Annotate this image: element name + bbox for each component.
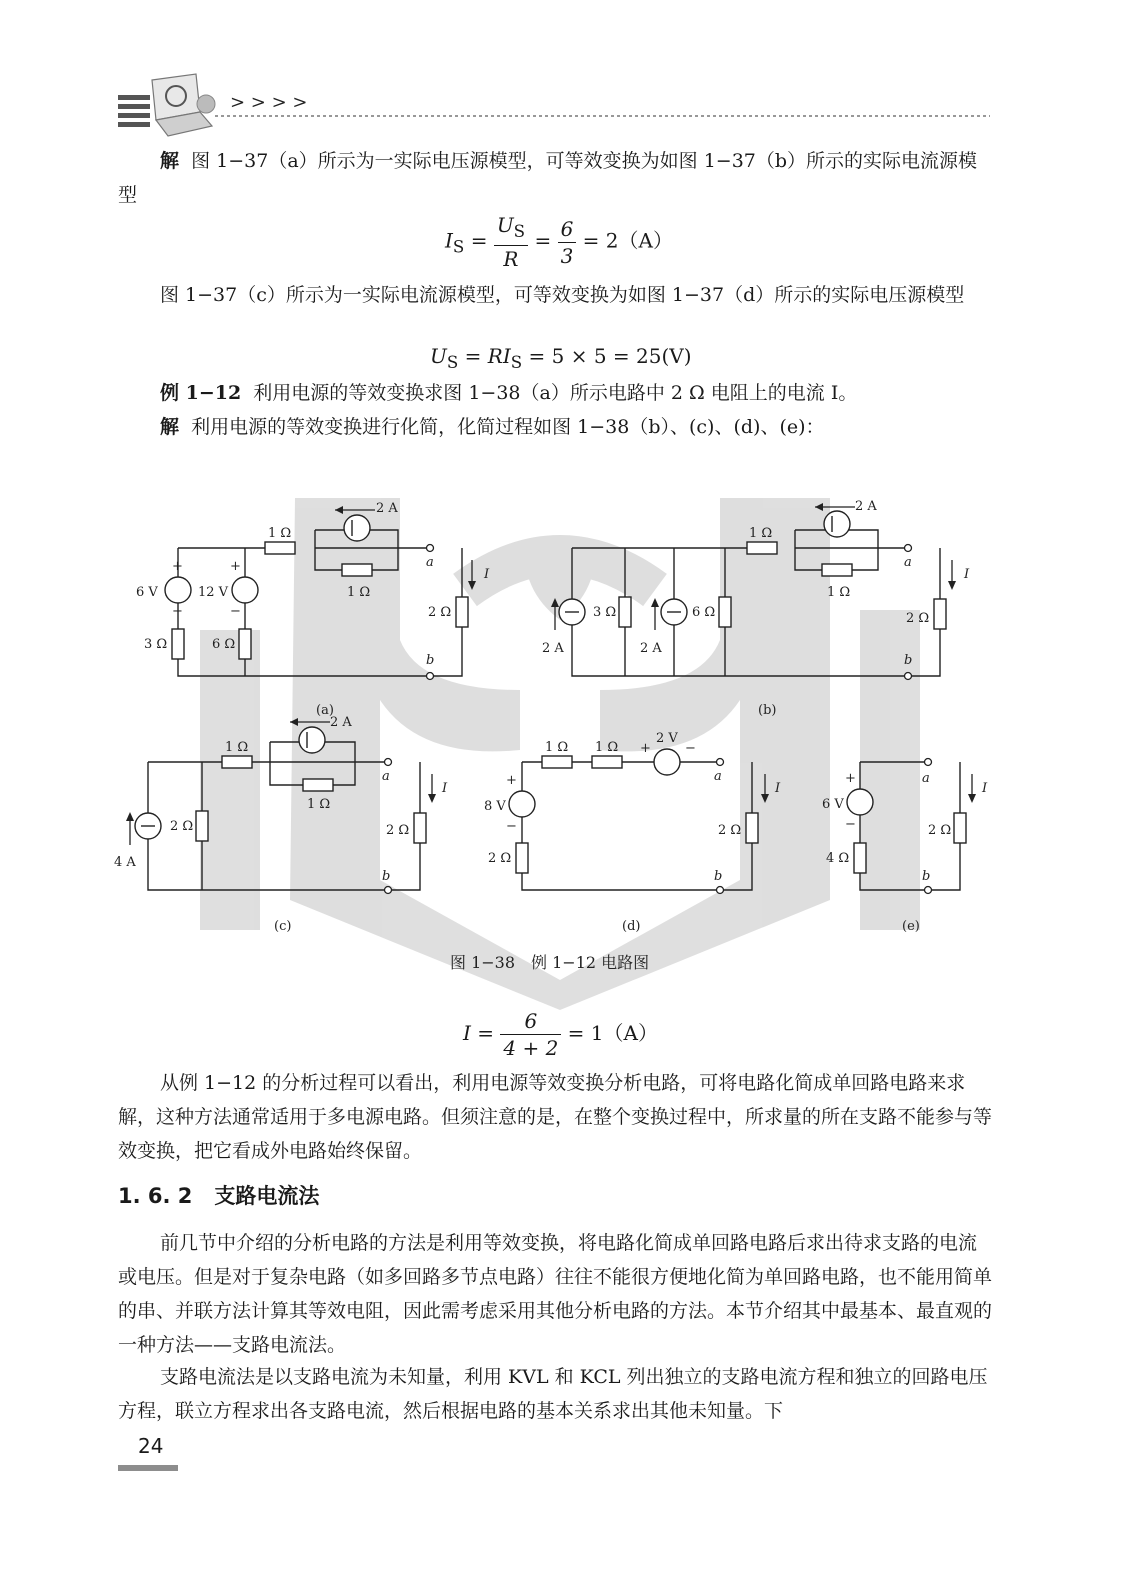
svg-text:+: +: [172, 559, 183, 574]
page-number: 24: [138, 1434, 164, 1458]
equation-i: I = $\frac{6}{4 + 2}$ = 1（A）: [463, 1009, 658, 1060]
svg-text:b: b: [904, 653, 913, 668]
svg-text:1 Ω: 1 Ω: [749, 526, 773, 541]
solution-lead: 解: [160, 150, 180, 172]
header-arrows: > > > >: [230, 92, 308, 113]
section-title: 支路电流法: [214, 1184, 320, 1208]
svg-text:6 V: 6 V: [822, 797, 844, 812]
svg-text:2 Ω: 2 Ω: [386, 823, 410, 838]
paragraph-3: 从例 1−12 的分析过程可以看出，利用电源等效变换分析电路，可将电路化简成单回路电路来求解，这种方法通常适用于多电源电路。但须注意的是，在整个变换过程中，所求量的所在支路不能参与等效变换，把它看成外电路始终保留。: [118, 1072, 993, 1162]
svg-text:−: −: [506, 819, 517, 834]
svg-text:a: a: [426, 555, 434, 570]
label-a-2a: 2 A: [376, 501, 398, 516]
equation-is: $I_S$ = $\frac{U_S}{R}$ = $\frac{6}{3}$ = 2（A）: [445, 213, 673, 271]
svg-text:a: a: [714, 769, 722, 784]
svg-text:I: I: [982, 781, 988, 796]
svg-text:1 Ω: 1 Ω: [545, 740, 569, 755]
svg-text:2 A: 2 A: [330, 715, 352, 730]
svg-text:2 Ω: 2 Ω: [928, 823, 952, 838]
label-a-6ohm: 6 Ω: [212, 637, 236, 652]
svg-text:b: b: [426, 653, 435, 668]
svg-text:2 V: 2 V: [656, 731, 678, 746]
svg-text:1 Ω: 1 Ω: [827, 585, 851, 600]
label-a-3ohm: 3 Ω: [144, 637, 168, 652]
svg-text:+: +: [845, 771, 856, 786]
svg-text:6 Ω: 6 Ω: [692, 605, 716, 620]
svg-text:b: b: [382, 869, 391, 884]
svg-text:2 Ω: 2 Ω: [170, 819, 194, 834]
svg-text:I: I: [484, 567, 490, 582]
svg-text:a: a: [382, 769, 390, 784]
svg-text:2 A: 2 A: [640, 641, 662, 656]
svg-text:b: b: [714, 869, 723, 884]
svg-text:I: I: [442, 781, 448, 796]
svg-text:−: −: [685, 741, 696, 756]
svg-text:4 A: 4 A: [114, 855, 136, 870]
svg-text:I: I: [775, 781, 781, 796]
equation-us: $U_S = RI_S = 5 \times 5 = 25(V)$: [430, 344, 692, 372]
paragraph-solution-1: 解 图 1−37（a）所示为一实际电压源模型，可等效变换为如图 1−37（b）所示的实际电流源模型: [118, 150, 978, 206]
svg-text:8 V: 8 V: [484, 799, 506, 814]
paragraph-2: 图 1−37（c）所示为一实际电流源模型，可等效变换为如图 1−37（d）所示的实际电压源模型: [160, 284, 965, 306]
caption-d: (d): [622, 919, 641, 934]
header-decoration: [118, 74, 990, 136]
example-label: 例 1−12: [160, 382, 242, 404]
svg-text:I: I: [964, 567, 970, 582]
svg-text:1 Ω: 1 Ω: [307, 797, 331, 812]
svg-text:4 Ω: 4 Ω: [826, 851, 850, 866]
svg-text:3 Ω: 3 Ω: [593, 605, 617, 620]
section-heading: [118, 1180, 319, 1210]
svg-text:−: −: [172, 604, 183, 619]
svg-text:−: −: [845, 817, 856, 832]
svg-text:+: +: [230, 559, 241, 574]
label-a-12v: 12 V: [198, 585, 229, 600]
svg-text:2 Ω: 2 Ω: [488, 851, 512, 866]
label-a-1ohm-top: 1 Ω: [268, 526, 292, 541]
example-statement: 例 1−12 利用电源的等效变换求图 1−38（a）所示电路中 2 Ω 电阻上的电流 I。: [160, 382, 858, 404]
svg-text:+: +: [640, 741, 651, 756]
paragraph-5: 支路电流法是以支路电流为未知量，利用 KVL 和 KCL 列出独立的支路电流方程和独立的回路电压方程，联立方程求出各支路电流，然后根据电路的基本关系求出其他未知量。下: [118, 1366, 988, 1422]
paragraph-solution-2: 解 利用电源的等效变换进行化简，化简过程如图 1−38（b）、(c)、(d)、(e)：: [160, 416, 825, 438]
svg-text:+: +: [506, 773, 517, 788]
caption-e: (e): [902, 919, 920, 934]
svg-text:b: b: [922, 869, 931, 884]
label-a-1ohm-par: 1 Ω: [347, 585, 371, 600]
caption-b: (b): [758, 703, 777, 718]
caption-c: (c): [274, 919, 292, 934]
label-a-6v: 6 V: [136, 585, 158, 600]
page-number-bar: [118, 1465, 178, 1471]
svg-text:2 Ω: 2 Ω: [718, 823, 742, 838]
caption-a: (a): [316, 703, 334, 718]
section-number: 1. 6. 2: [118, 1184, 193, 1208]
svg-text:1 Ω: 1 Ω: [595, 740, 619, 755]
svg-text:2 A: 2 A: [542, 641, 564, 656]
figure-caption: 图 1−38 例 1−12 电路图: [450, 953, 650, 972]
svg-text:−: −: [230, 604, 241, 619]
svg-text:1 Ω: 1 Ω: [225, 740, 249, 755]
svg-text:2 A: 2 A: [855, 499, 877, 514]
paragraph-4: 前几节中介绍的分析电路的方法是利用等效变换，将电路化简成单回路电路后求出待求支路的电流或电压。但是对于复杂电路（如多回路多节点电路）往往不能很方便地化简为单回路电路，也不能用简单的串、并联方法计算其等效电阻，因此需考虑采用其他分析电路的方法。本节介绍其中最基本、最直观的一种方法——支路电流法。: [118, 1232, 993, 1356]
svg-text:a: a: [922, 771, 930, 786]
svg-text:2 Ω: 2 Ω: [906, 611, 930, 626]
label-a-2ohm: 2 Ω: [428, 605, 452, 620]
laptop-e-icon: [152, 74, 215, 136]
svg-text:a: a: [904, 555, 912, 570]
